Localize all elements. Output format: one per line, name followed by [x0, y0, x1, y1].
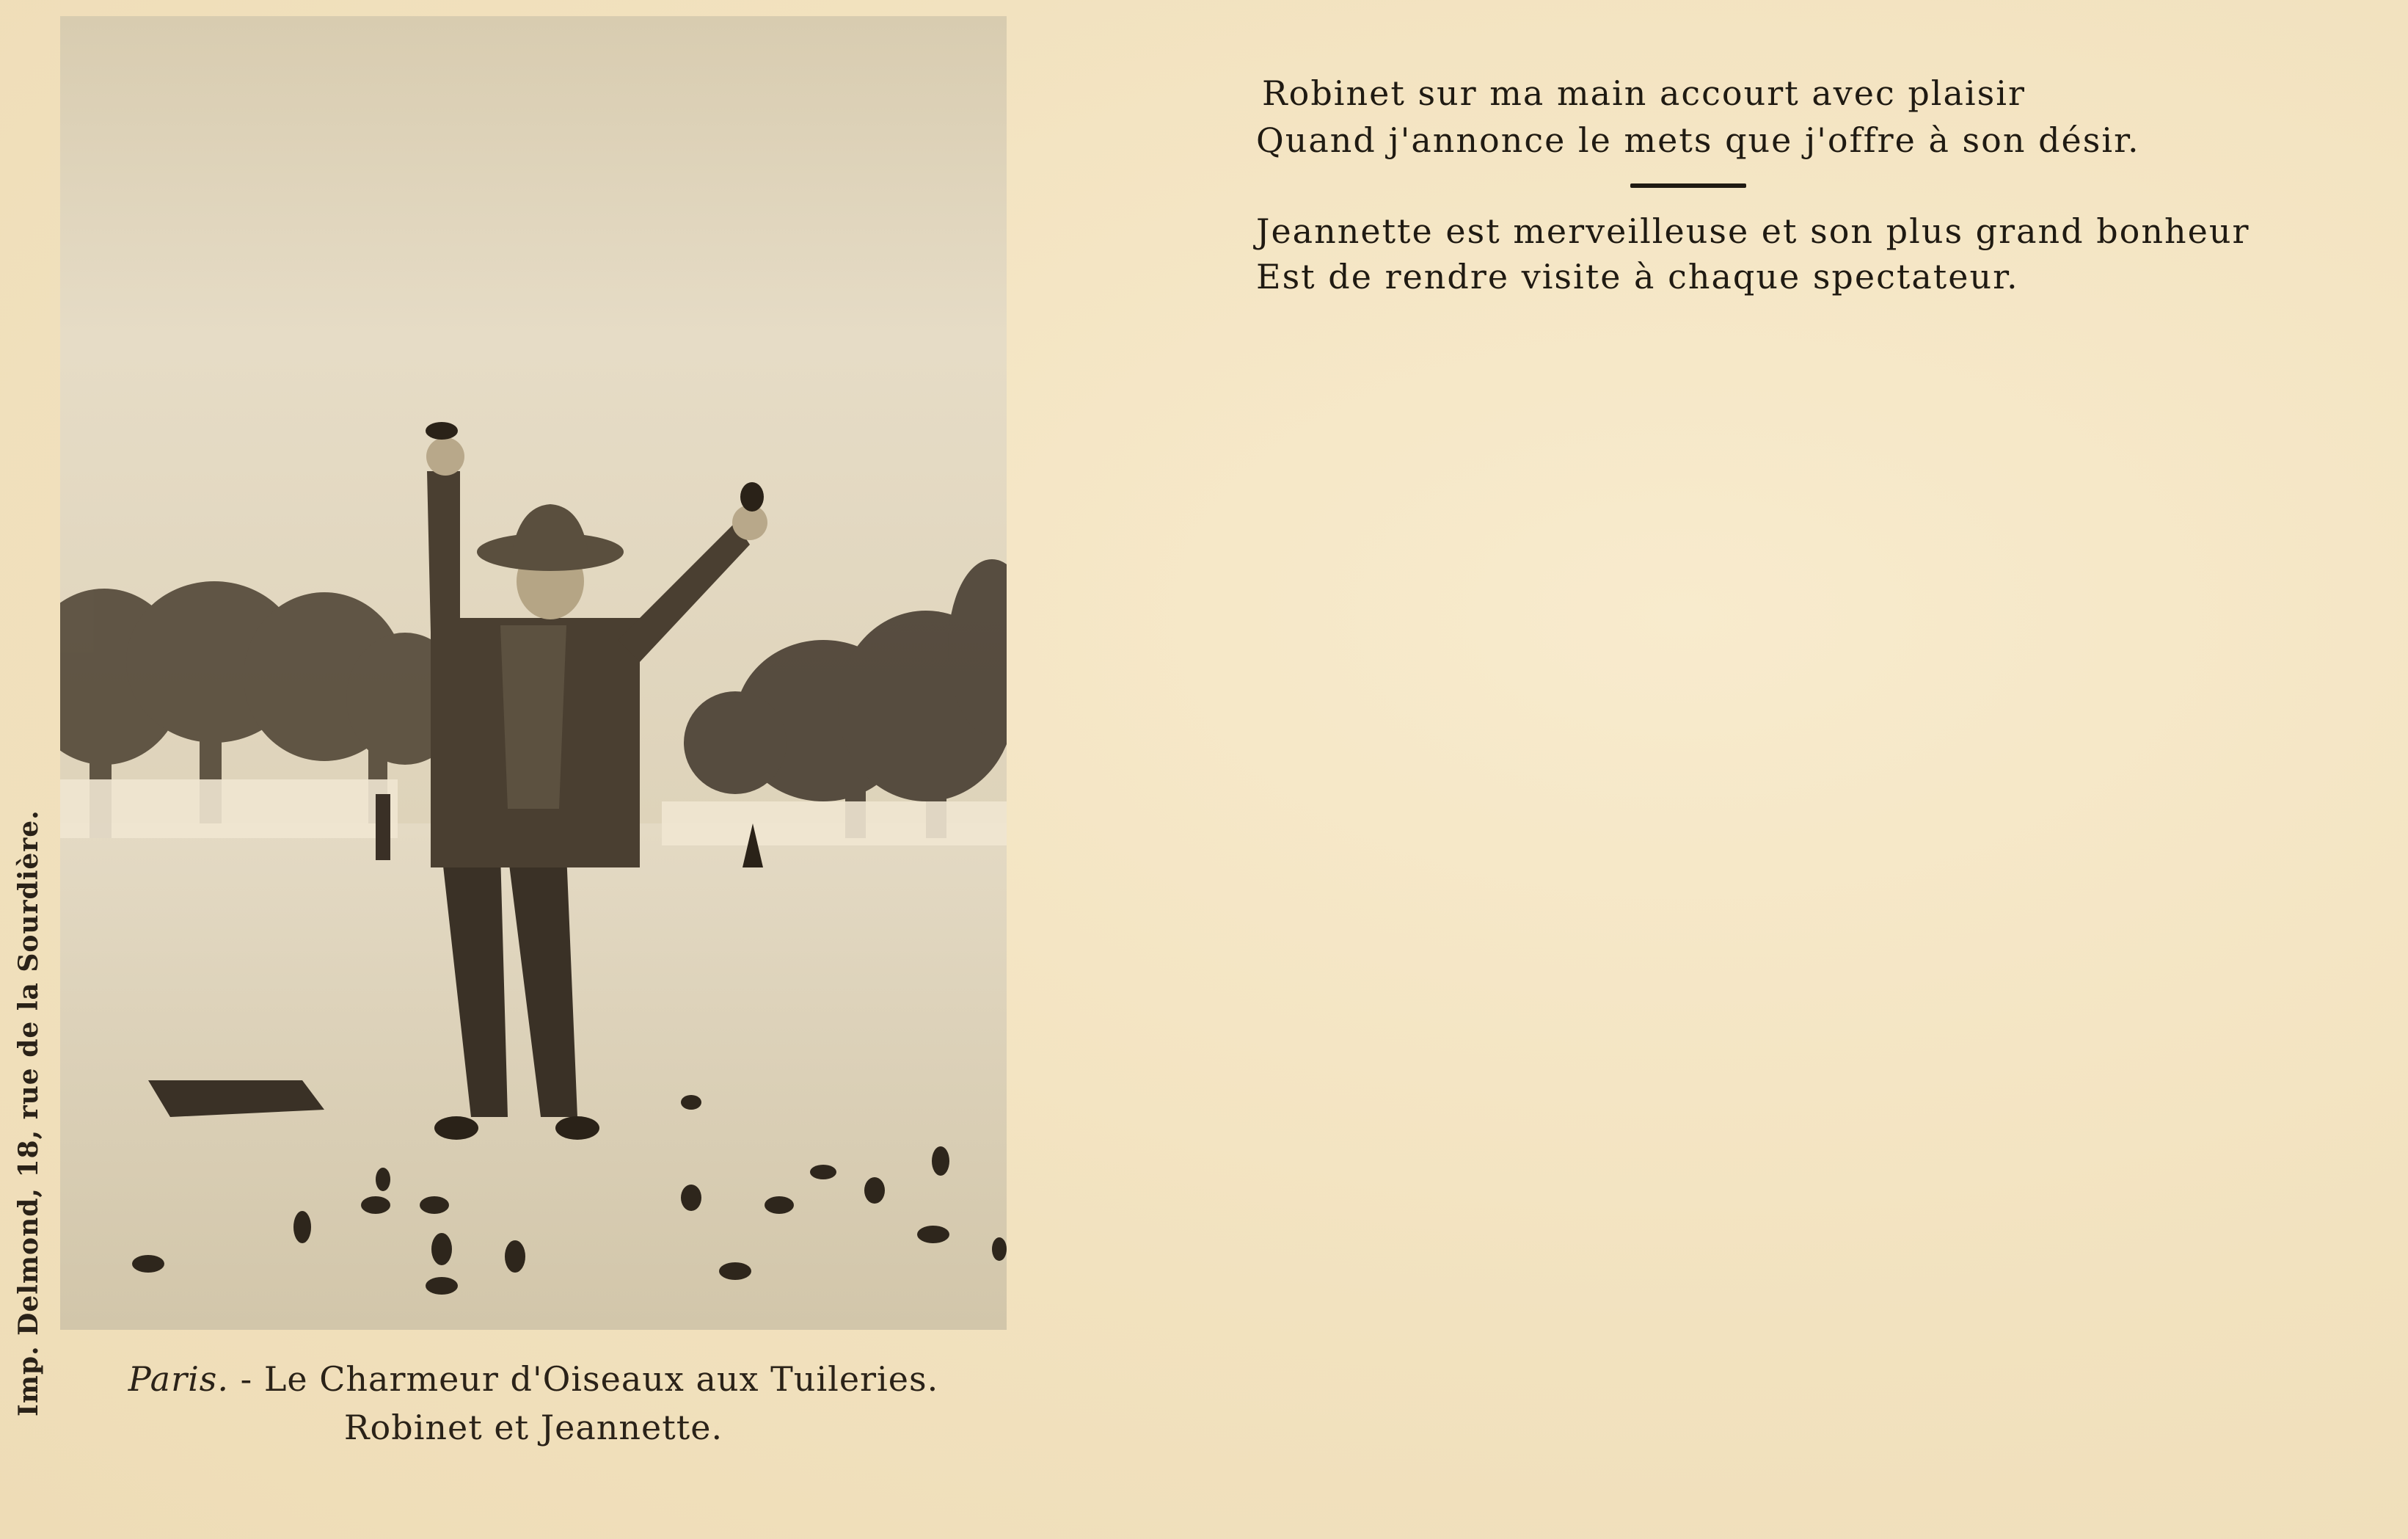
verse-line-1: Robinet sur ma main accourt avec plaisir: [1262, 73, 2026, 113]
caption-title-text: - Le Charmeur d'Oiseaux aux Tuileries.: [229, 1359, 939, 1399]
photo-illustration: [60, 16, 1007, 1330]
printer-credit: Imp. Delmond, 18, rue de la Sourdière.: [13, 809, 44, 1416]
caption-title: [60, 1359, 1007, 1399]
caption-city: Paris.: [128, 1359, 230, 1399]
caption-subtitle: Robinet et Jeannette.: [343, 1408, 723, 1447]
verse-line-4: Est de rendre visite à chaque spectateur.: [1256, 257, 2019, 296]
distant-figure: [376, 794, 390, 860]
verse-divider: [1630, 183, 1746, 188]
verse-line-3: Jeannette est merveilleuse et son plus grand bonheur: [1256, 211, 2250, 251]
verse-line-2: Quand j'annonce le mets que j'offre à son désir.: [1256, 120, 2140, 160]
bird-charmer-photo: [60, 16, 1007, 1330]
